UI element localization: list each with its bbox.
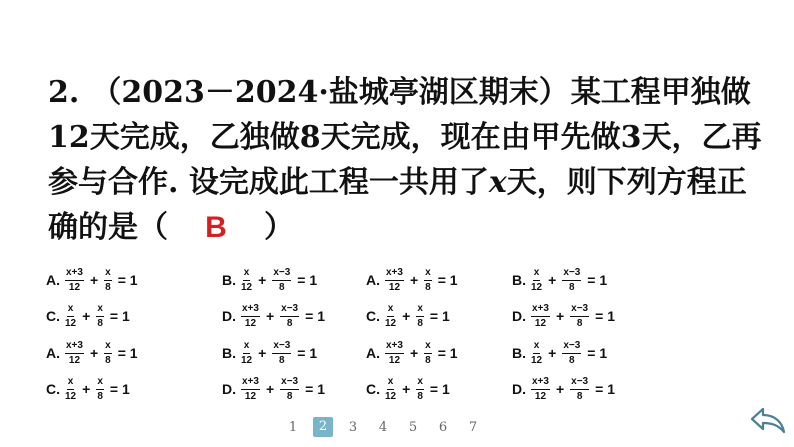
option-item[interactable]: [46, 371, 133, 407]
fraction-numerator: x−3: [272, 340, 291, 354]
fraction-1: [531, 303, 550, 330]
fraction-denominator: 8: [576, 390, 583, 402]
option-letter: D.: [222, 308, 236, 324]
option-item[interactable]: [366, 371, 453, 407]
equation-rhs: = 1: [429, 308, 450, 324]
option-grid: [46, 262, 666, 408]
question-text: [48, 70, 768, 250]
equation-rhs: = 1: [587, 272, 608, 288]
option-letter: D.: [222, 381, 236, 397]
option-letter: D.: [512, 308, 526, 324]
plus-operator: +: [409, 345, 419, 361]
plus-operator: +: [89, 345, 99, 361]
fraction-1: [385, 340, 404, 367]
fraction-numerator: x+3: [241, 303, 260, 317]
option-letter: B.: [512, 345, 526, 361]
fraction-denominator: 12: [385, 317, 397, 329]
page-7-link[interactable]: [458, 420, 488, 435]
fraction-2: [104, 340, 112, 367]
option-item[interactable]: [46, 262, 141, 298]
fraction-2: [424, 267, 432, 294]
fraction-numerator: x−3: [562, 340, 581, 354]
fraction-denominator: 8: [97, 317, 103, 329]
fraction-numerator: x−3: [570, 303, 589, 317]
option-row: [46, 262, 666, 298]
question-number: 2.: [48, 75, 80, 110]
plus-operator: +: [258, 345, 267, 361]
option-item[interactable]: [222, 262, 320, 298]
plus-operator: +: [265, 308, 275, 324]
fraction-2: [416, 376, 424, 403]
fraction-denominator: 8: [569, 281, 575, 293]
fraction-numerator: x+3: [241, 376, 260, 390]
fraction-2: [272, 340, 291, 367]
fraction-1: [241, 340, 252, 367]
option-letter: A.: [366, 272, 380, 288]
equation-rhs: = 1: [587, 345, 608, 361]
fraction-numerator: x: [416, 376, 424, 390]
fraction-2: [416, 303, 424, 330]
fraction-denominator: 12: [531, 281, 543, 293]
fraction-denominator: 8: [425, 281, 431, 293]
fraction-numerator: x−3: [280, 376, 299, 390]
equation-rhs: = 1: [117, 345, 138, 361]
equation-rhs: = 1: [595, 308, 615, 324]
option-letter: B.: [222, 345, 236, 361]
close-paren: ）: [264, 210, 294, 245]
fraction-denominator: 8: [105, 354, 111, 366]
fraction-denominator: 12: [68, 354, 81, 366]
fraction-numerator: x: [67, 303, 75, 317]
fraction-numerator: x−3: [562, 267, 581, 281]
fraction-1: [531, 376, 550, 403]
question-variable: x: [488, 165, 507, 200]
fraction-numerator: x: [104, 340, 112, 354]
option-item[interactable]: [222, 371, 328, 407]
fraction-2: [96, 376, 104, 403]
equation-rhs: = 1: [429, 381, 450, 397]
equation-rhs: = 1: [297, 345, 318, 361]
fraction-denominator: 8: [286, 317, 293, 329]
fraction-numerator: x: [387, 376, 395, 390]
plus-operator: +: [409, 272, 419, 288]
fraction-2: [104, 267, 112, 294]
fraction-denominator: 12: [68, 281, 81, 293]
fraction-1: [531, 267, 542, 294]
fraction-denominator: 12: [385, 390, 397, 402]
option-item[interactable]: [512, 371, 618, 407]
fraction-denominator: 12: [241, 281, 253, 293]
equation-rhs: = 1: [109, 381, 130, 397]
fraction-denominator: 8: [97, 390, 103, 402]
fraction-numerator: x: [96, 303, 104, 317]
fraction-numerator: x: [416, 303, 424, 317]
fraction-denominator: 8: [279, 354, 285, 366]
equation-rhs: = 1: [437, 272, 458, 288]
fraction-denominator: 12: [388, 281, 401, 293]
page-1-link[interactable]: [278, 420, 308, 435]
equation-rhs: = 1: [595, 381, 615, 397]
plus-operator: +: [402, 308, 411, 324]
option-item[interactable]: [222, 335, 320, 371]
fraction-1: [531, 340, 542, 367]
option-item[interactable]: [366, 335, 461, 371]
option-letter: C.: [46, 308, 60, 324]
plus-operator: +: [548, 272, 557, 288]
answer-text: B: [205, 211, 227, 244]
page-number: 7: [468, 419, 478, 435]
fraction-denominator: 12: [65, 317, 77, 329]
fraction-denominator: 8: [286, 390, 293, 402]
fraction-numerator: x: [424, 340, 432, 354]
fraction-denominator: 12: [244, 390, 257, 402]
plus-operator: +: [555, 308, 565, 324]
option-item[interactable]: [512, 298, 618, 334]
fraction-2: [280, 376, 299, 403]
fraction-numerator: x: [533, 267, 541, 281]
fraction-denominator: 8: [576, 317, 583, 329]
option-letter: A.: [46, 345, 60, 361]
fraction-1: [65, 267, 84, 294]
option-letter: D.: [512, 381, 526, 397]
question-body-part1: 某工程甲独做12天完成，乙独做8天完成，现在由甲先做3天，乙再参与合作. 设完成此工程一共用了: [48, 75, 762, 200]
option-item[interactable]: [366, 298, 453, 334]
fraction-1: [65, 376, 76, 403]
fraction-denominator: 12: [241, 354, 253, 366]
fraction-1: [241, 267, 252, 294]
fraction-numerator: x+3: [65, 267, 84, 281]
plus-operator: +: [82, 308, 91, 324]
option-letter: B.: [222, 272, 236, 288]
page-number: 5: [408, 419, 418, 435]
fraction-2: [562, 267, 581, 294]
plus-operator: +: [402, 381, 411, 397]
fraction-denominator: 12: [388, 354, 401, 366]
plus-operator: +: [82, 381, 91, 397]
fraction-2: [570, 303, 589, 330]
option-row: [46, 335, 666, 371]
plus-operator: +: [265, 381, 275, 397]
fraction-1: [241, 376, 260, 403]
fraction-denominator: 8: [279, 281, 285, 293]
fraction-1: [385, 303, 396, 330]
question-source: （2023－2024·盐城亭湖区期末）: [91, 75, 569, 110]
fraction-1: [385, 376, 396, 403]
fraction-numerator: x−3: [280, 303, 299, 317]
page-number: 4: [378, 419, 388, 435]
fraction-numerator: x: [67, 376, 75, 390]
fraction-denominator: 8: [425, 354, 431, 366]
fraction-denominator: 12: [534, 390, 547, 402]
fraction-1: [65, 303, 76, 330]
fraction-denominator: 12: [534, 317, 547, 329]
fraction-numerator: x: [533, 340, 541, 354]
option-letter: A.: [366, 345, 380, 361]
plus-operator: +: [89, 272, 99, 288]
fraction-2: [272, 267, 291, 294]
page-2-link[interactable]: [308, 417, 338, 437]
fraction-numerator: x: [243, 340, 251, 354]
page-number: 6: [438, 419, 448, 435]
option-item[interactable]: [222, 298, 328, 334]
equation-rhs: = 1: [297, 272, 318, 288]
option-row: [46, 298, 666, 334]
option-item[interactable]: [46, 335, 141, 371]
fraction-denominator: 8: [569, 354, 575, 366]
fraction-denominator: 12: [244, 317, 257, 329]
fraction-numerator: x: [424, 267, 432, 281]
fraction-numerator: x: [96, 376, 104, 390]
back-arrow-icon[interactable]: [748, 404, 788, 436]
equation-rhs: = 1: [437, 345, 458, 361]
fraction-numerator: x: [104, 267, 112, 281]
option-item[interactable]: [366, 262, 461, 298]
page-number: 2: [313, 417, 333, 437]
fraction-numerator: x+3: [531, 376, 550, 390]
fraction-denominator: 8: [417, 317, 423, 329]
fraction-numerator: x−3: [272, 267, 291, 281]
option-item[interactable]: [46, 298, 133, 334]
page-4-link[interactable]: [368, 420, 398, 435]
option-letter: C.: [46, 381, 60, 397]
fraction-numerator: x+3: [385, 340, 404, 354]
fraction-1: [385, 267, 404, 294]
plus-operator: +: [258, 272, 267, 288]
fraction-2: [424, 340, 432, 367]
fraction-numerator: x+3: [531, 303, 550, 317]
option-row: [46, 371, 666, 407]
fraction-numerator: x+3: [385, 267, 404, 281]
plus-operator: +: [555, 381, 565, 397]
fraction-numerator: x: [243, 267, 251, 281]
fraction-1: [65, 340, 84, 367]
fraction-denominator: 8: [105, 281, 111, 293]
equation-rhs: = 1: [305, 381, 325, 397]
option-letter: A.: [46, 272, 60, 288]
option-item[interactable]: [512, 335, 610, 371]
page-navigation: [278, 417, 488, 437]
equation-rhs: = 1: [117, 272, 138, 288]
fraction-2: [96, 303, 104, 330]
option-letter: B.: [512, 272, 526, 288]
page-3-link[interactable]: [338, 420, 368, 435]
page-6-link[interactable]: [428, 420, 458, 435]
option-letter: C.: [366, 308, 380, 324]
question-body-part2: 天，则下列方程正确的是（: [48, 165, 747, 245]
plus-operator: +: [548, 345, 557, 361]
fraction-numerator: x+3: [65, 340, 84, 354]
fraction-denominator: 12: [531, 354, 543, 366]
fraction-numerator: x−3: [570, 376, 589, 390]
option-letter: C.: [366, 381, 380, 397]
fraction-2: [280, 303, 299, 330]
option-item[interactable]: [512, 262, 610, 298]
page-5-link[interactable]: [398, 420, 428, 435]
page-number: 1: [288, 419, 298, 435]
fraction-2: [570, 376, 589, 403]
equation-rhs: = 1: [305, 308, 325, 324]
fraction-denominator: 8: [417, 390, 423, 402]
fraction-denominator: 12: [65, 390, 77, 402]
equation-rhs: = 1: [109, 308, 130, 324]
fraction-2: [562, 340, 581, 367]
fraction-1: [241, 303, 260, 330]
page-number: 3: [348, 419, 358, 435]
fraction-numerator: x: [387, 303, 395, 317]
